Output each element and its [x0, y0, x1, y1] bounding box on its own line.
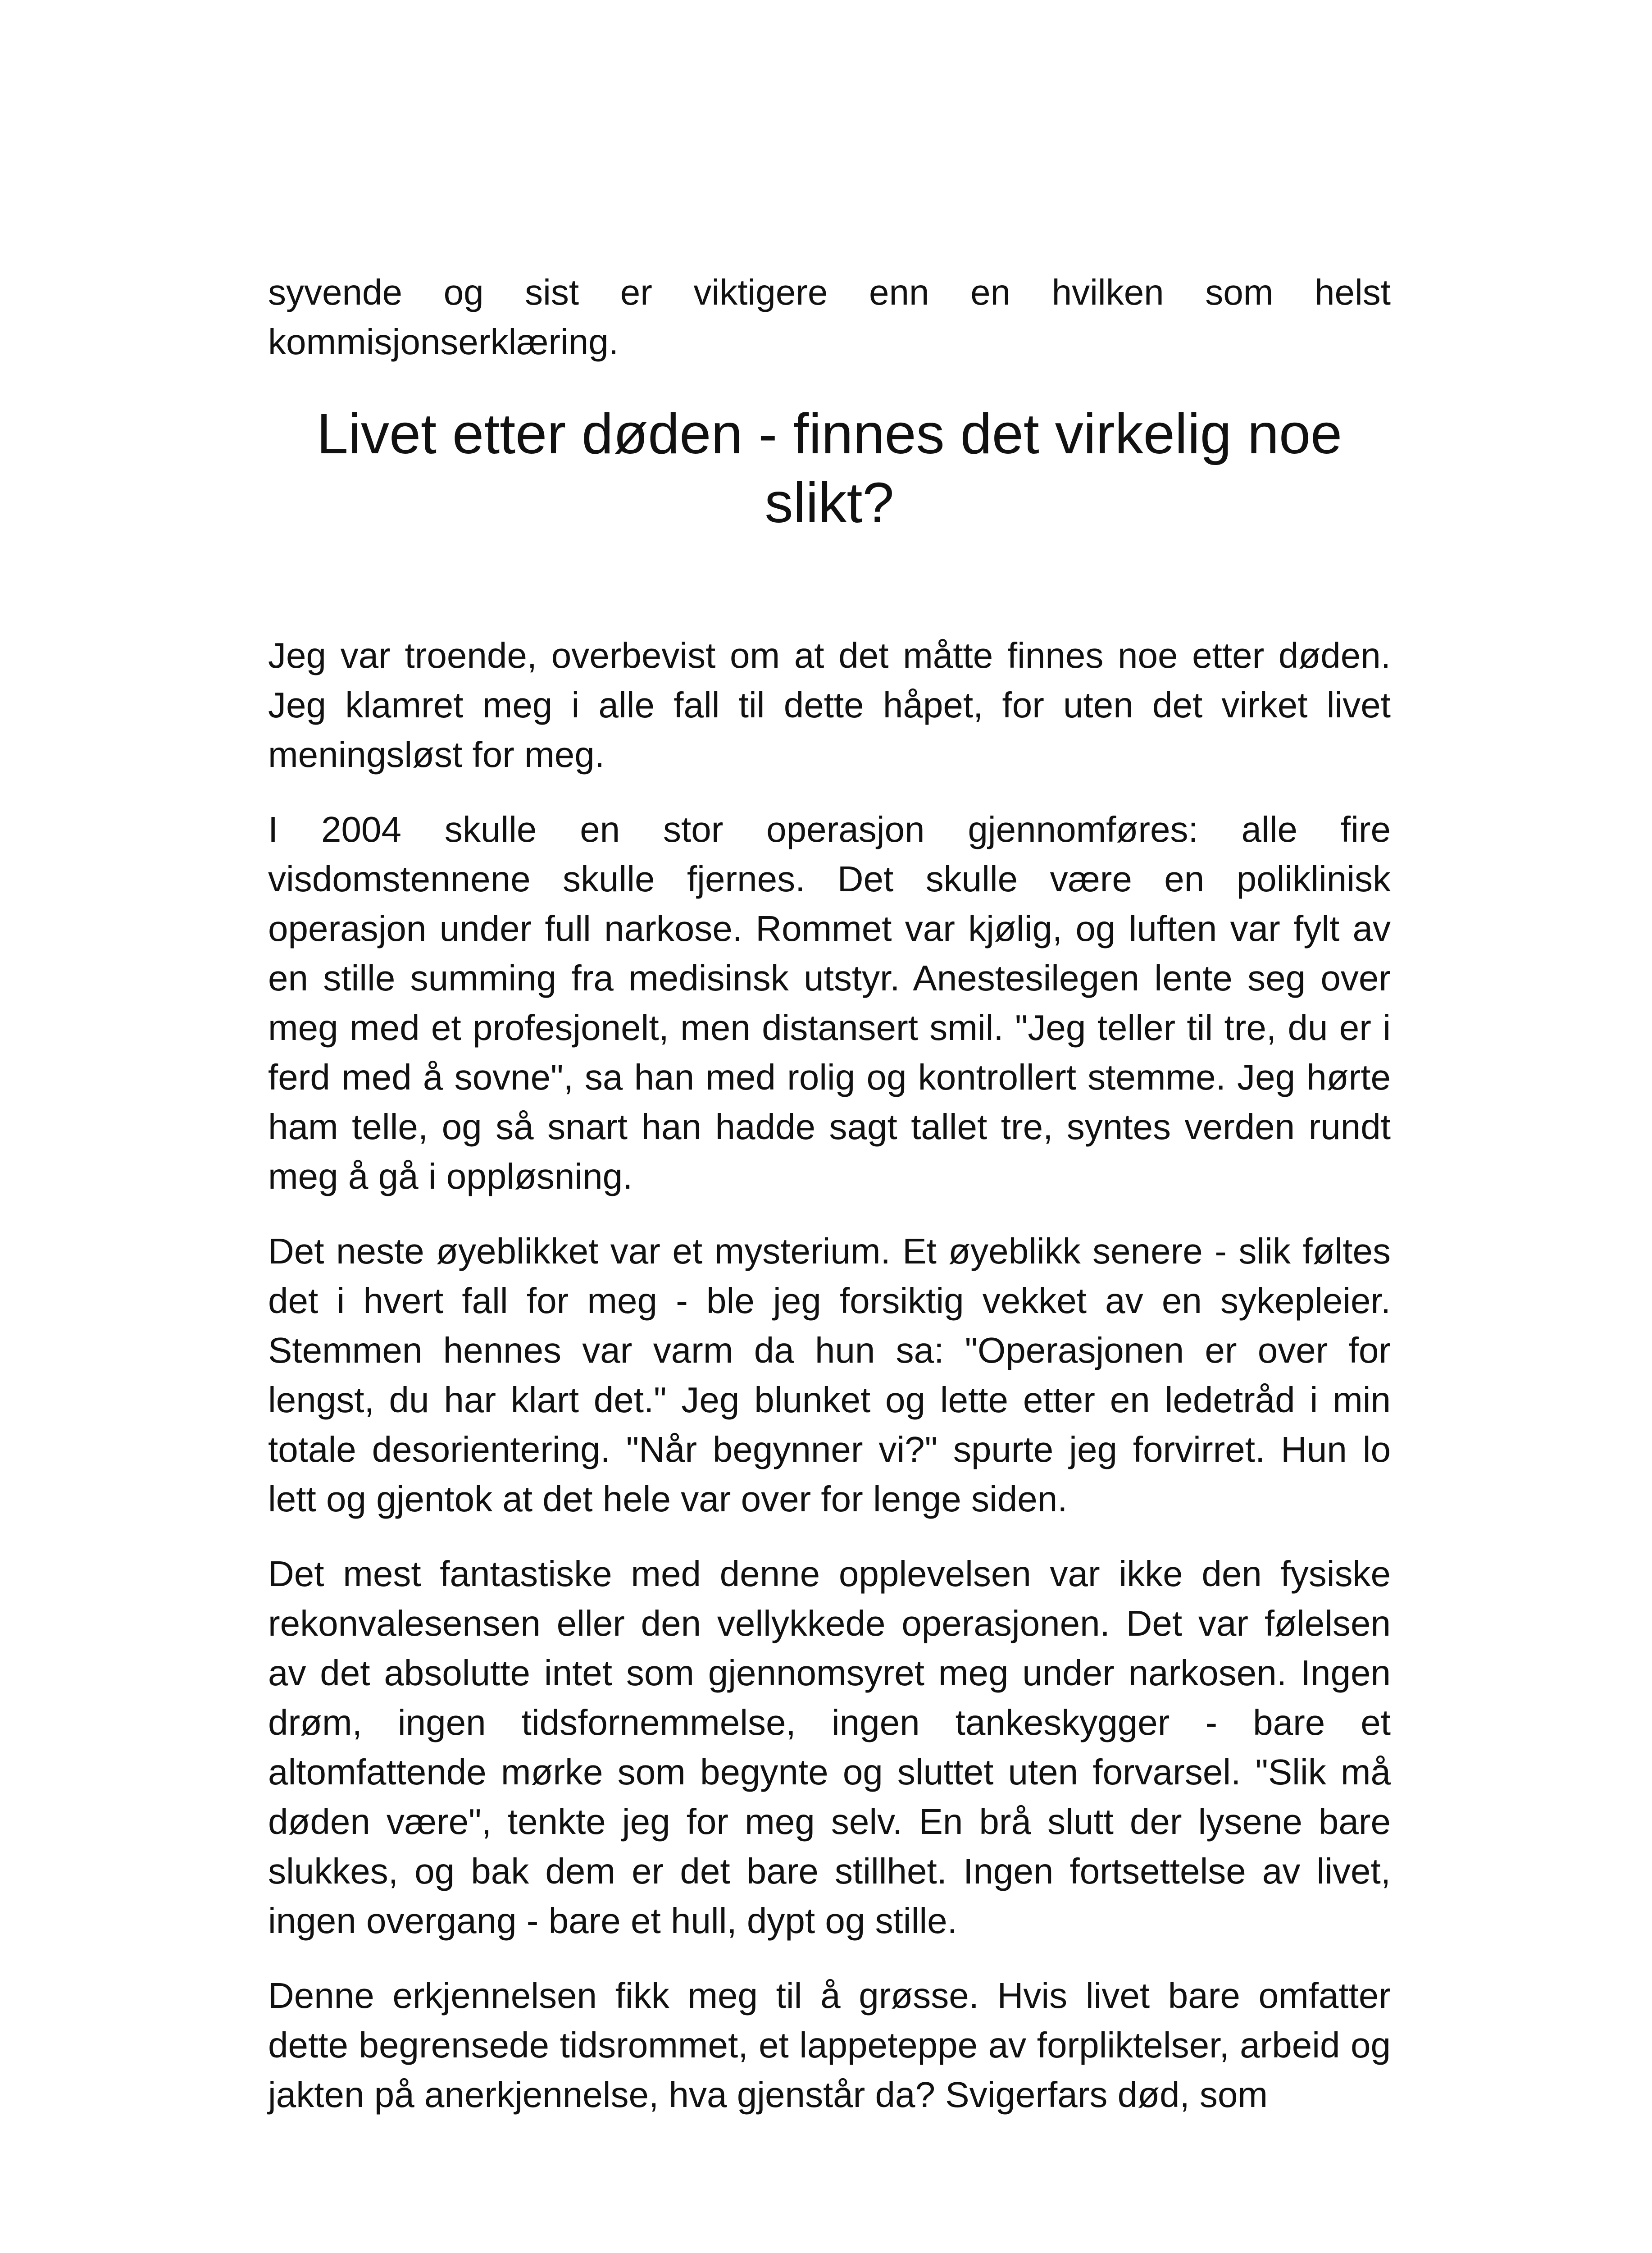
- body-paragraph-2: I 2004 skulle en stor operasjon gjennomføres: alle fire visdomstennene skulle fjernes. Det skulle være en poliklinisk operasjon under full narkose. Rommet var kjølig, og luften var fylt av en stille summing fra medisinsk utstyr. Anestesilegen lente seg over meg med et profesjonelt, men distansert smil. "Jeg teller til tre, du er i ferd med å sovne", sa han med rolig og kontrollert stemme. Jeg hørte ham telle, og så snart han hadde sagt tallet tre, syntes verden rundt meg å gå i oppløsning.: [268, 809, 1391, 1196]
- body-paragraph-4: Det mest fantastiske med denne opplevelsen var ikke den fysiske rekonvalesensen eller den vellykkede operasjonen. Det var følelsen av det absolutte intet som gjennomsyret meg under narkosen. Ingen drøm, ingen tidsfornemmelse, ingen tankeskygger - bare et altomfattende mørke som begynte og sluttet uten forvarsel. "Slik må døden være", tenkte jeg for meg selv. En brå slutt der lysene bare slukkes, og bak dem er det bare stillhet. Ingen fortsettelse av livet, ingen overgang - bare et hull, dypt og stille.: [268, 1554, 1391, 1941]
- section-heading: Livet etter døden - finnes det virkelig noe slikt?: [316, 402, 1343, 534]
- page-content: [268, 268, 1391, 2145]
- continued-paragraph: syvende og sist er viktigere enn en hvilken som helst kommisjonserklæring.: [268, 272, 1391, 362]
- body-paragraph-1: Jeg var troende, overbevist om at det måtte finnes noe etter døden. Jeg klamret meg i alle fall til dette håpet, for uten det virket livet meningsløst for meg.: [268, 635, 1391, 775]
- body-paragraph-3: Det neste øyeblikket var et mysterium. Et øyeblikk senere - slik føltes det i hvert fall for meg - ble jeg forsiktig vekket av en sykepleier. Stemmen hennes var varm da hun sa: "Operasjonen er over for lengst, du har klart det." Jeg blunket og lette etter en ledetråd i min totale desorientering. "Når begynner vi?" spurte jeg forvirret. Hun lo lett og gjentok at det hele var over for lenge siden.: [268, 1231, 1391, 1519]
- body-paragraph-5: Denne erkjennelsen fikk meg til å grøsse. Hvis livet bare omfatter dette begrensede tidsrommet, et lappeteppe av forpliktelser, arbeid og jakten på anerkjennelse, hva gjenstår da? Svigerfars død, som: [268, 1975, 1391, 2115]
